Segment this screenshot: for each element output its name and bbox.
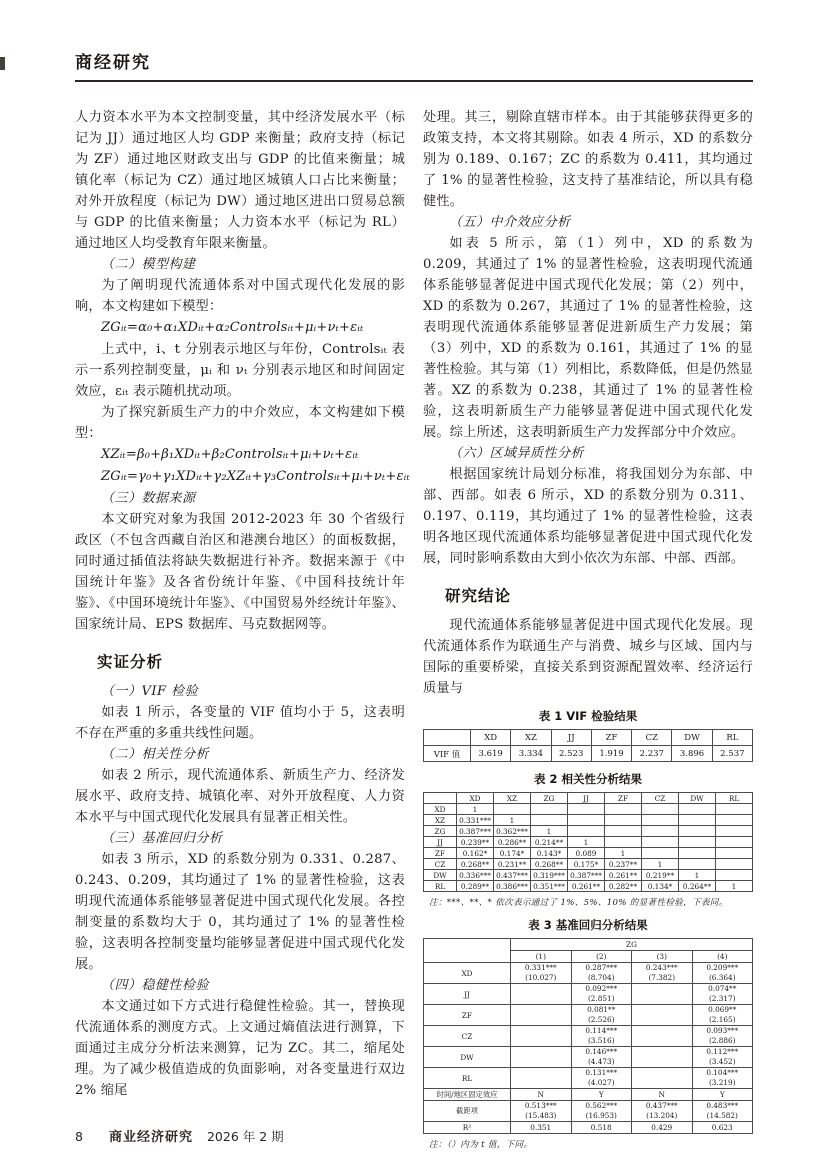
table-cell: N bbox=[632, 1089, 693, 1101]
coefficient-value: 0.437*** bbox=[645, 1101, 678, 1110]
table-row bbox=[424, 1068, 753, 1089]
table-row bbox=[424, 870, 753, 881]
table-row-label: XD bbox=[424, 804, 457, 815]
coefficient-value: 0.074** bbox=[708, 984, 737, 993]
table-cell: 0.387*** bbox=[457, 826, 494, 837]
table-cell: 0.331*** bbox=[457, 815, 494, 826]
table-title: 表 3 基准回归分析结果 bbox=[528, 918, 648, 932]
table-header-cell: (1) bbox=[511, 951, 572, 963]
table-cell: 1 bbox=[605, 848, 642, 859]
table-row bbox=[424, 826, 753, 837]
t-statistic: (7.382) bbox=[648, 973, 676, 982]
table-row-label: DW bbox=[424, 1047, 511, 1068]
table-header-cell: (4) bbox=[692, 951, 753, 963]
table-row bbox=[424, 984, 753, 1005]
paragraph: 如表 5 所示，第（1）列中，XD 的系数为 0.209，其通过了 1% 的显著性检验，这表明现代流通体系能够显著促进中国式现代化发展；第（2）列中，XD 的系数为 0.267，其通过了 1% 的显著性检验，这表明现代流通体系能够显著促进新质生产力发展；第（3）列中，XD 的系数为 0.161，其通过了 1% 的显著性检验。其与第（1）列相比，系数降低，但是仍然显著。XZ 的系数为 0.238，其通过了 1% 的显著性检验，这表明新质生产力能够显著促进中国式现代化发展。综上所述，这表明新质生产力发挥部分中介效应。 bbox=[423, 236, 753, 440]
t-statistic: (6.364) bbox=[708, 973, 736, 982]
coefficient-value: 0.104*** bbox=[706, 1068, 739, 1077]
table-cell bbox=[511, 1026, 572, 1047]
table-row bbox=[424, 746, 753, 762]
model-formula: ZGᵢₜ=α₀+α₁XDᵢₜ+α₂Controlsᵢₜ+μᵢ+νₜ+εᵢₜ bbox=[101, 320, 364, 335]
table-cell bbox=[632, 984, 693, 1005]
table-cell: 1 bbox=[679, 870, 716, 881]
table-cell bbox=[568, 826, 605, 837]
paragraph: 如表 1 所示，各变量的 VIF 值均小于 5，这表明不存在严重的多重共线性问题。 bbox=[75, 705, 405, 741]
table-header-row bbox=[424, 730, 753, 746]
table-cell: 3.619 bbox=[471, 746, 511, 762]
table-cell bbox=[571, 1005, 632, 1026]
table-cell: 0.237** bbox=[605, 859, 642, 870]
table-cell: 0.175* bbox=[568, 859, 605, 870]
journal-section-title: 商经研究 bbox=[75, 53, 151, 73]
table-row-label: 截距项 bbox=[424, 1101, 511, 1122]
table-row bbox=[424, 1089, 753, 1101]
table-row-label: ZF bbox=[424, 1005, 511, 1026]
table-cell: 0.174* bbox=[494, 848, 531, 859]
subsection-heading: （三）基准回归分析 bbox=[101, 831, 223, 846]
table-row bbox=[424, 963, 753, 984]
table-cell bbox=[511, 1068, 572, 1089]
t-statistic: (4.027) bbox=[587, 1078, 615, 1087]
table-cell bbox=[679, 826, 716, 837]
table-note: 注：（）内为 t 值，下同。 bbox=[429, 1140, 533, 1150]
table-cell bbox=[679, 848, 716, 859]
table-cell: 2.523 bbox=[551, 746, 591, 762]
table-span-header-row bbox=[424, 939, 753, 951]
table-header-row bbox=[424, 793, 753, 804]
table-cell bbox=[716, 826, 753, 837]
table-cell bbox=[716, 837, 753, 848]
table-row-label: RL bbox=[424, 881, 457, 892]
table-cell: 1.919 bbox=[591, 746, 631, 762]
paragraph: 处理。其三，剔除直辖市样本。由于其能够获得更多的政策支持，本文将其剔除。如表 4 所示，XD 的系数分别为 0.189、0.167；ZC 的系数为 0.411，其均通过了 1% 的显著性检验，这支持了基准结论，所以具有稳健性。 bbox=[423, 110, 753, 209]
table-cell bbox=[716, 859, 753, 870]
table-row bbox=[424, 1005, 753, 1026]
coefficient-value: 0.287*** bbox=[585, 963, 618, 972]
table-cell bbox=[642, 848, 679, 859]
section-heading: 实证分析 bbox=[97, 653, 164, 671]
table-row-label: JJ bbox=[424, 837, 457, 848]
table-cell: 0.282** bbox=[605, 881, 642, 892]
table-header-cell: RL bbox=[712, 730, 752, 746]
table-row bbox=[424, 859, 753, 870]
table-cell bbox=[571, 1101, 632, 1122]
table-header-cell: DW bbox=[679, 793, 716, 804]
table-cell bbox=[679, 815, 716, 826]
table-cell bbox=[679, 804, 716, 815]
table-cell: 0.319*** bbox=[531, 870, 568, 881]
paragraph: 本文通过如下方式进行稳健性检验。其一，替换现代流通体系的测度方式。上文通过熵值法进行测算，下面通过主成分分析法来测算，记为 ZC。其二，缩尾处理。为了减少极值造成的负面影响，对各变量进行双边 2% 缩尾 bbox=[75, 999, 405, 1098]
t-statistic: (14.582) bbox=[706, 1111, 738, 1120]
t-statistic: (10.027) bbox=[525, 973, 557, 982]
table-header-cell: JJ bbox=[568, 793, 605, 804]
table-cell: 0.518 bbox=[571, 1122, 632, 1134]
table-cell: 0.162* bbox=[457, 848, 494, 859]
table-header-cell: ZG bbox=[531, 793, 568, 804]
table-cell bbox=[716, 804, 753, 815]
table-cell: 0.351*** bbox=[531, 881, 568, 892]
table-cell bbox=[716, 848, 753, 859]
table-cell bbox=[531, 815, 568, 826]
t-statistic: (15.483) bbox=[525, 1111, 557, 1120]
table-cell bbox=[632, 1047, 693, 1068]
table-cell bbox=[632, 963, 693, 984]
table-cell: 0.231** bbox=[494, 859, 531, 870]
table-cell bbox=[642, 804, 679, 815]
paragraph: 现代流通体系能够显著促进中国式现代化发展。现代流通体系作为联通生产与消费、城乡与区域、国内与国际的重要桥梁，直接关系到资源配置效率、经济运行质量与 bbox=[423, 618, 753, 696]
right-column bbox=[423, 107, 753, 1150]
table-corner-cell bbox=[424, 730, 471, 746]
coefficient-value: 0.069** bbox=[708, 1005, 737, 1014]
t-statistic: (3.516) bbox=[587, 1036, 615, 1045]
subsection-heading: （六）区域异质性分析 bbox=[449, 446, 585, 461]
table-cell: 0.289** bbox=[457, 881, 494, 892]
coefficient-value: 0.112*** bbox=[706, 1047, 739, 1056]
t-statistic: (8.704) bbox=[587, 973, 615, 982]
table-cell: 0.261** bbox=[568, 881, 605, 892]
table-cell: 0.437*** bbox=[494, 870, 531, 881]
table-cell bbox=[692, 984, 753, 1005]
table-cell: 0.089 bbox=[568, 848, 605, 859]
table-cell bbox=[571, 963, 632, 984]
subsection-heading: （一）VIF 检验 bbox=[101, 684, 199, 699]
table-row bbox=[424, 837, 753, 848]
table-header-cell: (2) bbox=[571, 951, 632, 963]
table-cell: 3.896 bbox=[672, 746, 712, 762]
coefficient-value: 0.562*** bbox=[585, 1101, 618, 1110]
table-row bbox=[424, 848, 753, 859]
table-header-cell: XZ bbox=[494, 793, 531, 804]
model-formula: ZGᵢₜ=γ₀+γ₁XDᵢₜ+γ₂XZᵢₜ+γ₃Controlsᵢₜ+μᵢ+νₜ+εᵢₜ bbox=[101, 469, 410, 484]
table-cell: 0.134* bbox=[642, 881, 679, 892]
table-cell bbox=[632, 1101, 693, 1122]
table-cell: 0.286** bbox=[494, 837, 531, 848]
table-cell bbox=[642, 837, 679, 848]
table-row-label: DW bbox=[424, 870, 457, 881]
table-cell bbox=[692, 1005, 753, 1026]
table-header-cell: CZ bbox=[632, 730, 672, 746]
table-cell bbox=[692, 1047, 753, 1068]
table-cell bbox=[642, 826, 679, 837]
coefficient-value: 0.209*** bbox=[706, 963, 739, 972]
table-cell bbox=[531, 804, 568, 815]
paragraph: 为了探究新质生产力的中介效应，本文构建如下模型： bbox=[75, 405, 405, 441]
coefficient-value: 0.093*** bbox=[706, 1026, 739, 1035]
table-cell: 0.386*** bbox=[494, 881, 531, 892]
table-cell: 0.336*** bbox=[457, 870, 494, 881]
t-statistic: (2.165) bbox=[708, 1015, 736, 1024]
data-table bbox=[423, 729, 753, 762]
table-corner-cell bbox=[424, 793, 457, 804]
table-header-cell: JJ bbox=[551, 730, 591, 746]
table-header-cell: CZ bbox=[642, 793, 679, 804]
table-cell: 0.239** bbox=[457, 837, 494, 848]
table-row bbox=[424, 815, 753, 826]
table-row bbox=[424, 1047, 753, 1068]
table-cell bbox=[571, 1068, 632, 1089]
table-title: 表 2 相关性分析结果 bbox=[533, 772, 642, 786]
paragraph: 为了阐明现代流通体系对中国式现代化发展的影响，本文构建如下模型： bbox=[75, 278, 405, 314]
table-row-label: ZG bbox=[424, 826, 457, 837]
t-statistic: (16.953) bbox=[585, 1111, 617, 1120]
table-cell bbox=[605, 815, 642, 826]
table-cell bbox=[494, 804, 531, 815]
coefficient-value: 0.513*** bbox=[524, 1101, 557, 1110]
table-cell bbox=[568, 815, 605, 826]
table-cell: 1 bbox=[642, 859, 679, 870]
table-header-cell: XD bbox=[457, 793, 494, 804]
table-cell bbox=[571, 1047, 632, 1068]
table-header-cell: XZ bbox=[511, 730, 551, 746]
table-header-cell: ZF bbox=[591, 730, 631, 746]
coefficient-value: 0.081** bbox=[587, 1005, 616, 1014]
table-row bbox=[424, 881, 753, 892]
table-cell: 2.237 bbox=[632, 746, 672, 762]
coefficient-value: 0.483*** bbox=[706, 1101, 739, 1110]
table-header-cell: ZF bbox=[605, 793, 642, 804]
table-cell: 3.334 bbox=[511, 746, 551, 762]
table-cell bbox=[679, 859, 716, 870]
table-row bbox=[424, 804, 753, 815]
table-cell bbox=[511, 1101, 572, 1122]
page-footer bbox=[75, 1126, 753, 1145]
table-cell: 0.214** bbox=[531, 837, 568, 848]
table-row-label: R² bbox=[424, 1122, 511, 1134]
header-rule bbox=[75, 80, 753, 82]
t-statistic: (3.219) bbox=[708, 1078, 736, 1087]
paragraph: 如表 3 所示，XD 的系数分别为 0.331、0.287、0.243、0.209，其均通过了 1% 的显著性检验，这表明现代流通体系能够显著促进中国式现代化发展。各控制变量的系数均大于 0，其均通过了 1% 的显著性检验，这表明各控制变量均能够显著促进中国式现代化发展。 bbox=[75, 852, 405, 972]
subsection-heading: （四）稳健性检验 bbox=[101, 978, 210, 993]
data-table bbox=[423, 792, 753, 892]
table-cell: 0.264** bbox=[679, 881, 716, 892]
table-cell: 1 bbox=[457, 804, 494, 815]
table-cell bbox=[568, 804, 605, 815]
table-row-label: JJ bbox=[424, 984, 511, 1005]
table-cell bbox=[571, 1026, 632, 1047]
table-cell bbox=[716, 815, 753, 826]
table-header-cell: DW bbox=[672, 730, 712, 746]
table-cell bbox=[511, 1047, 572, 1068]
table-cell: 0.143* bbox=[531, 848, 568, 859]
paragraph: 如表 2 所示，现代流通体系、新质生产力、经济发展水平、政府支持、城镇化率、对外开放程度、人力资本水平与中国式现代化发展具有显著正相关性。 bbox=[75, 768, 405, 825]
table-header-cell: (3) bbox=[632, 951, 693, 963]
paragraph: 人力资本水平为本文控制变量，其中经济发展水平（标记为 JJ）通过地区人均 GDP 来衡量；政府支持（标记为 ZF）通过地区财政支出与 GDP 的比值来衡量；城镇化率（标记为 CZ）通过地区城镇人口占比来衡量；对外开放程度（标记为 DW）通过地区进出口贸易总额与 GDP 的比值来衡量；人力资本水平（标记为 RL）通过地区人均受教育年限来衡量。 bbox=[75, 110, 405, 251]
t-statistic: (2.526) bbox=[587, 1015, 615, 1024]
page-header bbox=[75, 48, 753, 82]
table-cell bbox=[511, 1005, 572, 1026]
table-cell: Y bbox=[692, 1089, 753, 1101]
table-cell bbox=[692, 963, 753, 984]
table-cell: 1 bbox=[716, 881, 753, 892]
table-row bbox=[424, 1101, 753, 1122]
paragraph: 上式中，i、t 分别表示地区与年份，Controlsᵢₜ 表示一系列控制变量，μᵢ 和 νₜ 分别表示地区和时间固定效应，εᵢₜ 表示随机扰动项。 bbox=[75, 342, 405, 399]
table-cell: 0.219** bbox=[642, 870, 679, 881]
t-statistic: (2.851) bbox=[587, 994, 615, 1003]
subsection-heading: （五）中介效应分析 bbox=[449, 215, 571, 230]
section-heading: 研究结论 bbox=[445, 587, 512, 605]
table-cell bbox=[642, 815, 679, 826]
table-header-cell: XD bbox=[471, 730, 511, 746]
coefficient-value: 0.092*** bbox=[585, 984, 618, 993]
table-cell bbox=[605, 837, 642, 848]
table-cell: 0.261** bbox=[605, 870, 642, 881]
model-formula: XZᵢₜ=β₀+β₁XDᵢₜ+β₂Controlsᵢₜ+μᵢ+νₜ+εᵢₜ bbox=[101, 447, 359, 462]
table-cell: 1 bbox=[494, 815, 531, 826]
table-cell bbox=[692, 1101, 753, 1122]
table-cell: 0.351 bbox=[511, 1122, 572, 1134]
table-row-label: CZ bbox=[424, 859, 457, 870]
table-cell bbox=[632, 1005, 693, 1026]
coefficient-value: 0.146*** bbox=[585, 1047, 618, 1056]
paragraph: 本文研究对象为我国 2012-2023 年 30 个省级行政区（不包含西藏自治区和港澳台地区）的面板数据，同时通过插值法将缺失数据进行补齐。数据来源于《中国统计年鉴》及各省份统计年鉴、《中国科技统计年鉴》、《中国环境统计年鉴》、《中国贸易外经统计年鉴》、国家统计局、EPS 数据库、马克数据网等。 bbox=[75, 512, 405, 632]
table-cell bbox=[679, 837, 716, 848]
table-row-label: VIF 值 bbox=[424, 746, 471, 762]
table-cell: 0.268** bbox=[457, 859, 494, 870]
table-cell: 0.387*** bbox=[568, 870, 605, 881]
coefficient-value: 0.114*** bbox=[585, 1026, 618, 1035]
t-statistic: (2.317) bbox=[708, 994, 736, 1003]
coefficient-value: 0.131*** bbox=[585, 1068, 618, 1077]
table-cell bbox=[571, 984, 632, 1005]
table-cell bbox=[692, 1026, 753, 1047]
table-cell bbox=[692, 1068, 753, 1089]
table-cell bbox=[605, 804, 642, 815]
table-cell: N bbox=[511, 1089, 572, 1101]
coefficient-value: 0.243*** bbox=[645, 963, 678, 972]
table-cell bbox=[511, 984, 572, 1005]
table-row-label: RL bbox=[424, 1068, 511, 1089]
table-cell bbox=[716, 870, 753, 881]
subsection-heading: （二）相关性分析 bbox=[101, 747, 210, 762]
table-cell: 1 bbox=[531, 826, 568, 837]
t-statistic: (2.886) bbox=[708, 1036, 736, 1045]
table-cell bbox=[511, 963, 572, 984]
table-cell bbox=[632, 1026, 693, 1047]
table-row-label: CZ bbox=[424, 1026, 511, 1047]
table-cell: 0.429 bbox=[632, 1122, 693, 1134]
subsection-heading: （三）数据来源 bbox=[101, 491, 196, 506]
table-header-cell: RL bbox=[716, 793, 753, 804]
left-column bbox=[75, 107, 410, 1121]
subsection-heading: （二）模型构建 bbox=[101, 257, 196, 272]
table-title: 表 1 VIF 检验结果 bbox=[538, 709, 638, 723]
table-cell: 1 bbox=[568, 837, 605, 848]
table-cell bbox=[632, 1068, 693, 1089]
t-statistic: (3.452) bbox=[708, 1057, 736, 1066]
table-cell: 2.537 bbox=[712, 746, 752, 762]
paragraph: 根据国家统计局划分标准，将我国划分为东部、中部、西部。如表 6 所示，XD 的系数分别为 0.311、0.197、0.119，其均通过了 1% 的显著性检验，这表明各地区现代流通体系均能够显著促进中国式现代化发展，同时影响系数由大到小依次为东部、中部、西部。 bbox=[423, 467, 753, 566]
coefficient-value: 0.331*** bbox=[524, 963, 557, 972]
journal-name: 商业经济研究 bbox=[108, 1130, 193, 1145]
t-statistic: (4.473) bbox=[587, 1057, 615, 1066]
dependent-variable-cell: ZG bbox=[511, 939, 753, 951]
table-cell: 0.268** bbox=[531, 859, 568, 870]
table-corner-cell bbox=[424, 939, 511, 963]
regression-table bbox=[423, 938, 753, 1134]
table-row bbox=[424, 1026, 753, 1047]
table-cell: 0.362*** bbox=[494, 826, 531, 837]
table-note: 注：***、**、* 依次表示通过了 1%、5%、10% 的显著性检验，下表同。 bbox=[429, 898, 728, 908]
issue-label: 2026 年 2 期 bbox=[206, 1129, 284, 1144]
table-row-label: XZ bbox=[424, 815, 457, 826]
print-edge-mark bbox=[0, 57, 5, 70]
table-row-label: XD bbox=[424, 963, 511, 984]
table-row-label: ZF bbox=[424, 848, 457, 859]
table-cell: 0.623 bbox=[692, 1122, 753, 1134]
table-row-label: 时间/地区固定效应 bbox=[424, 1089, 511, 1101]
page-number: 8 bbox=[75, 1129, 83, 1144]
t-statistic: (13.204) bbox=[646, 1111, 678, 1120]
table-cell bbox=[605, 826, 642, 837]
table-cell: Y bbox=[571, 1089, 632, 1101]
